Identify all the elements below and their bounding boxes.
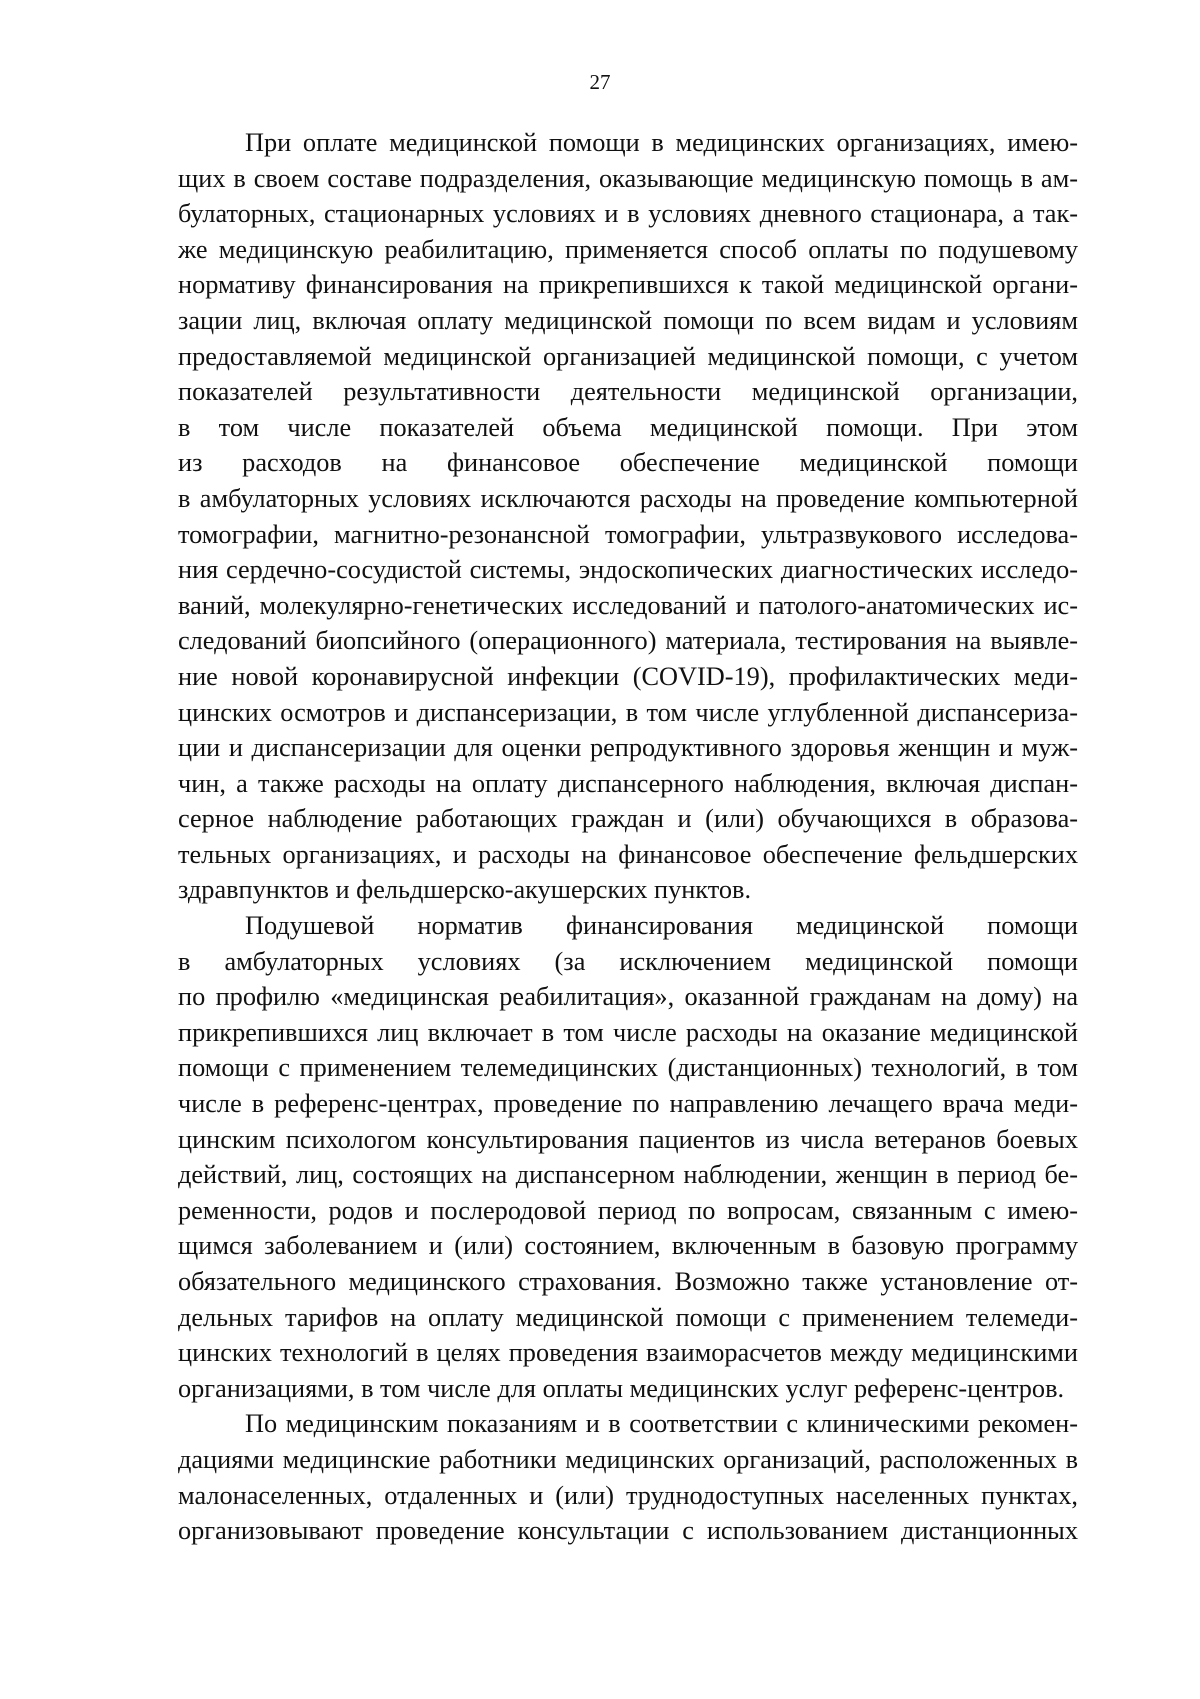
- text-line: здравпунктов и фельдшерско-акушерских пунктов.: [178, 875, 752, 905]
- text-line: цинских осмотров и диспансеризации, в том числе углубленной диспансериза-: [178, 697, 1078, 727]
- text-line: по профилю «медицинская реабилитация», оказанной гражданам на дому) на: [178, 982, 1078, 1012]
- text-line: предоставляемой медицинской организацией медицинской помощи, с учетом: [178, 341, 1078, 371]
- text-line: организациями, в том числе для оплаты медицинских услуг референс-центров.: [178, 1373, 1065, 1403]
- text-line: же медицинскую реабилитацию, применяется способ оплаты по подушевому: [178, 234, 1078, 264]
- text-line: малонаселенных, отдаленных и (или) труднодоступных населенных пунктах,: [178, 1480, 1078, 1510]
- text-line: в том числе показателей объема медицинской помощи. При этом: [178, 412, 1078, 442]
- page-number: 27: [589, 70, 611, 94]
- text-line: обязательного медицинского страхования. Возможно также установление от-: [178, 1267, 1078, 1296]
- text-line: прикрепившихся лиц включает в том числе расходы на оказание медицинской: [178, 1017, 1078, 1047]
- text-line: помощи с применением телемедицинских (дистанционных) технологий, в том: [178, 1053, 1078, 1083]
- text-line: ние новой коронавирусной инфекции (COVID-19), профилактических меди-: [178, 661, 1078, 691]
- text-line: в амбулаторных условиях исключаются расходы на проведение компьютерной: [178, 483, 1078, 513]
- text-line: дельных тарифов на оплату медицинской помощи с применением телемеди-: [178, 1302, 1078, 1332]
- text-line: дациями медицинские работники медицинских организаций, расположенных в: [178, 1444, 1078, 1474]
- text-line: Подушевой норматив финансирования медицинской помощи: [245, 911, 1078, 941]
- text-line: цинским психологом консультирования пациентов из числа ветеранов боевых: [178, 1124, 1078, 1154]
- text-line: серное наблюдение работающих граждан и (или) обучающихся в образова-: [178, 804, 1078, 834]
- text-line: нормативу финансирования на прикрепившихся к такой медицинской органи-: [178, 270, 1078, 300]
- text-line: цинских технологий в целях проведения взаиморасчетов между медицинскими: [178, 1338, 1078, 1368]
- text-line: организовывают проведение консультации с использованием дистанционных: [178, 1516, 1078, 1546]
- text-line: ваний, молекулярно-генетических исследований и патолого-анатомических ис-: [178, 590, 1078, 620]
- text-line: показателей результативности деятельности медицинской организации,: [178, 377, 1078, 407]
- text-line: чин, а также расходы на оплату диспансерного наблюдения, включая диспан-: [178, 768, 1078, 798]
- paragraph-2: [178, 908, 1078, 1406]
- text-line: в амбулаторных условиях (за исключением медицинской помощи: [178, 946, 1078, 976]
- text-line: следований биопсийного (операционного) материала, тестирования на выявле-: [178, 626, 1078, 656]
- text-line: действий, лиц, состоящих на диспансерном наблюдении, женщин в период бе-: [178, 1160, 1078, 1190]
- text-line: ния сердечно-сосудистой системы, эндоскопических диагностических исследо-: [178, 555, 1078, 585]
- text-line: тельных организациях, и расходы на финансовое обеспечение фельдшерских: [178, 839, 1078, 869]
- text-line: ременности, родов и послеродовой период по вопросам, связанным с имею-: [178, 1195, 1078, 1225]
- text-line: щимся заболеванием и (или) состоянием, включенным в базовую программу: [178, 1231, 1078, 1261]
- text-line: булаторных, стационарных условиях и в условиях дневного стационара, а так-: [178, 199, 1078, 229]
- text-line: При оплате медицинской помощи в медицинских организациях, имею-: [245, 128, 1078, 157]
- text-line: из расходов на финансовое обеспечение медицинской помощи: [178, 448, 1078, 478]
- paragraph-1: [178, 125, 1078, 908]
- text-line: По медицинским показаниям и в соответствии с клиническими рекомен-: [245, 1409, 1078, 1439]
- text-line: томографии, магнитно-резонансной томографии, ультразвукового исследова-: [178, 519, 1078, 549]
- text-line: щих в своем составе подразделения, оказывающие медицинскую помощь в ам-: [178, 163, 1078, 193]
- paragraph-3: [178, 1406, 1078, 1548]
- text-line: числе в референс-центрах, проведение по направлению лечащего врача меди-: [178, 1089, 1078, 1119]
- text-line: зации лиц, включая оплату медицинской помощи по всем видам и условиям: [178, 305, 1078, 335]
- body-text: [178, 125, 1078, 1549]
- text-line: ции и диспансеризации для оценки репродуктивного здоровья женщин и муж-: [178, 733, 1078, 763]
